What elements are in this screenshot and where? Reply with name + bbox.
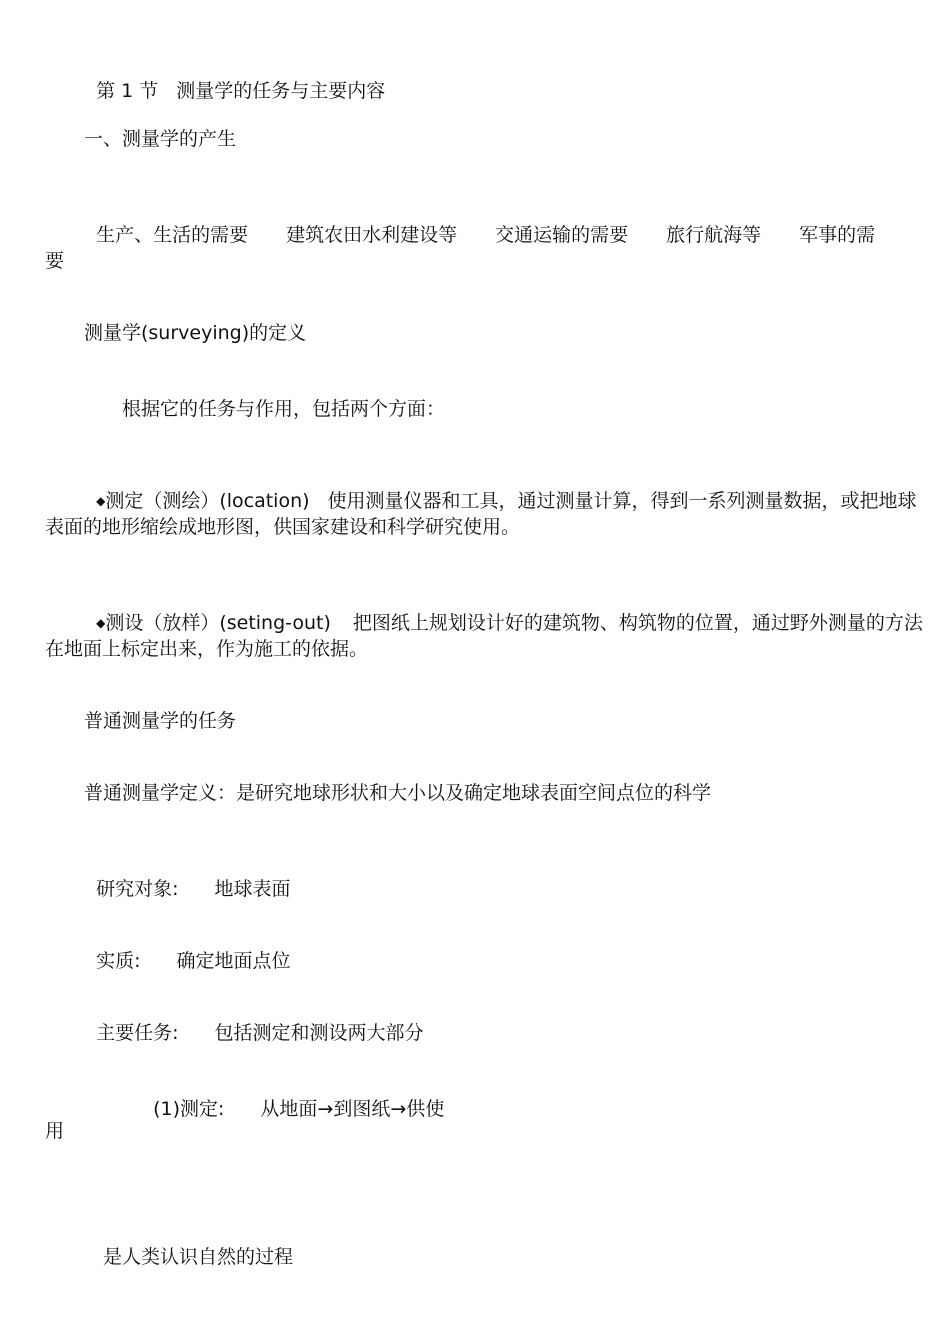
heading-origin: 一、测量学的产生 <box>84 128 237 150</box>
needs-wrap: 要 <box>45 250 65 272</box>
setting-out-term: 测设（放样）(seting-out) <box>105 612 331 634</box>
main-task-value: 包括测定和测设两大部分 <box>214 1022 424 1044</box>
section-title <box>84 55 385 103</box>
need-item: 旅行航海等 <box>666 224 762 246</box>
essence-label: 实质: <box>96 950 141 972</box>
aspects-intro: 根据它的任务与作用，包括两个方面： <box>122 398 446 420</box>
item-1-wrap: 用 <box>45 1120 65 1142</box>
need-item: 生产、生活的需要 <box>96 224 249 246</box>
item-1 <box>141 1073 444 1121</box>
research-object <box>84 853 291 901</box>
section-number: 第 1 节 <box>96 80 159 102</box>
need-item: 军事的需 <box>799 224 876 246</box>
setting-out-line-1 <box>84 587 923 635</box>
main-task <box>84 997 424 1045</box>
item-1-value: 从地面→到图纸→供使 <box>260 1098 445 1120</box>
main-task-label: 主要任务: <box>96 1022 179 1044</box>
item-1-label: (1)测定: <box>153 1098 225 1120</box>
setting-out-text: 把图纸上规划设计好的建筑物、构筑物的位置，通过野外测量的方法 <box>352 612 923 634</box>
task-definition: 普通测量学定义：是研究地球形状和大小以及确定地球表面空间点位的科学 <box>84 782 712 804</box>
setting-out-line-2: 在地面上标定出来，作为施工的依据。 <box>45 638 369 660</box>
measurement-line-1 <box>84 465 917 513</box>
definition-heading: 测量学(surveying)的定义 <box>84 322 307 344</box>
measurement-line-2: 表面的地形缩绘成地形图，供国家建设和科学研究使用。 <box>45 516 521 538</box>
bullet-icon: ◆ <box>96 616 106 630</box>
measurement-term: 测定（测绘）(location) <box>105 490 310 512</box>
measurement-text: 使用测量仪器和工具，通过测量计算，得到一系列测量数据，或把地球 <box>327 490 917 512</box>
need-item: 交通运输的需要 <box>495 224 629 246</box>
essence-value: 确定地面点位 <box>176 950 291 972</box>
research-object-label: 研究对象: <box>96 878 179 900</box>
research-object-value: 地球表面 <box>214 878 291 900</box>
task-heading: 普通测量学的任务 <box>84 710 237 732</box>
need-item: 建筑农田水利建设等 <box>286 224 458 246</box>
bullet-icon: ◆ <box>96 494 106 508</box>
needs-list <box>84 199 875 247</box>
closing-text: 是人类认识自然的过程 <box>103 1246 294 1268</box>
section-title-text: 测量学的任务与主要内容 <box>176 80 386 102</box>
essence <box>84 925 291 973</box>
